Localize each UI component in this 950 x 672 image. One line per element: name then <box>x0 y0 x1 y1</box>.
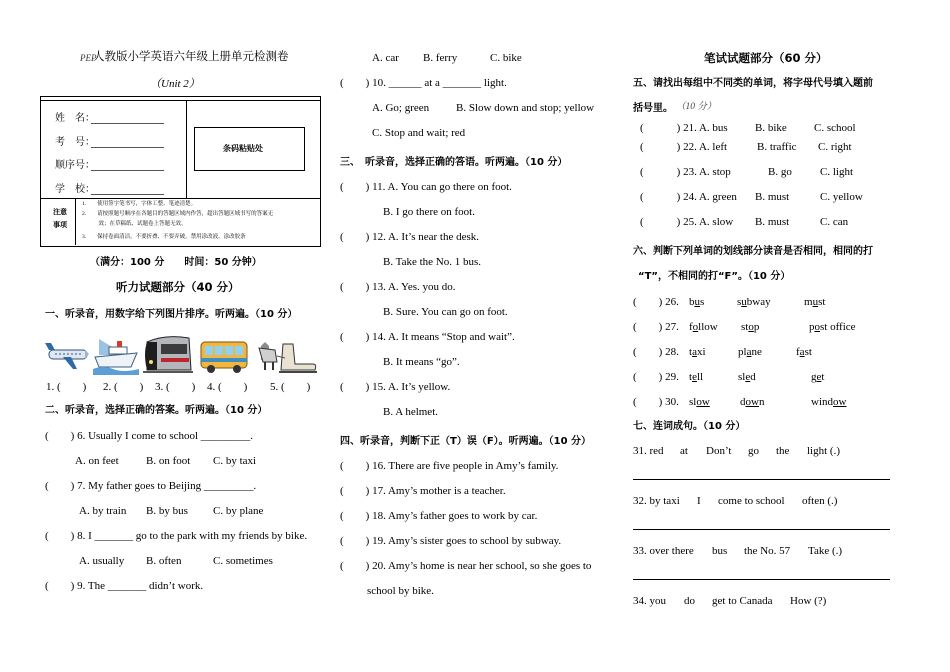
q30-word-2: down <box>740 396 765 408</box>
q7-option-a[interactable]: A. by train <box>79 505 127 517</box>
question-10: ( ) 10. ______ at a _______ light. <box>340 77 507 89</box>
q6-option-a[interactable]: A. on feet <box>75 455 119 467</box>
q34-word-2: do <box>684 595 695 607</box>
exam-title: 人教版小学英语六年级上册单元检测卷 <box>93 51 289 63</box>
q31-word-1: 31. red <box>633 445 664 457</box>
q28-word-3: fast <box>796 346 812 358</box>
school-input[interactable] <box>91 194 164 195</box>
notes-divider <box>75 198 76 245</box>
q10-option-c[interactable]: C. Stop and wait; red <box>372 127 466 139</box>
q15-option-b[interactable]: B. A helmet. <box>383 406 438 418</box>
q23-option-b[interactable]: B. go <box>768 166 792 178</box>
picture-blank-5[interactable]: 5. ( ) <box>270 381 311 393</box>
note-1: 1. 使用签字笔书写，字体工整、笔迹清楚。 <box>82 201 197 207</box>
section-4-title: 四、听录音，判断下正（T）误（F）。听两遍。（10 分） <box>340 436 592 447</box>
q11-option-b[interactable]: B. I go there on foot. <box>383 206 475 218</box>
q10-option-a[interactable]: A. Go; green <box>372 102 430 114</box>
q25-option-b[interactable]: B. must <box>755 216 790 228</box>
q6-option-b[interactable]: B. on foot <box>146 455 191 467</box>
exam-number-input[interactable] <box>91 147 164 148</box>
q27-word-2: stop <box>741 321 760 333</box>
q14-option-b[interactable]: B. It means “go”. <box>383 356 460 368</box>
note-2: 2. 请按照题号顺序在各题目的答题区域内作答，超出答题区域书写的答案无 <box>82 211 274 217</box>
q34-word-4: How (?) <box>790 595 827 607</box>
q22-option-b[interactable]: B. traffic <box>757 141 797 153</box>
q24-option-b[interactable]: B. must <box>755 191 790 203</box>
q33-word-4: Take (.) <box>808 545 843 557</box>
info-box-divider-h <box>40 198 320 199</box>
q12-option-b[interactable]: B. Take the No. 1 bus. <box>383 256 482 268</box>
q32-word-2: I <box>697 495 701 507</box>
question-27: ( ) 27. <box>633 321 679 333</box>
question-17: ( ) 17. Amy’s mother is a teacher. <box>340 485 506 497</box>
question-21: ( ) 21. A. bus <box>640 122 728 134</box>
q7-option-c[interactable]: C. by plane <box>213 505 264 517</box>
q13-option-b[interactable]: B. Sure. You can go on foot. <box>383 306 508 318</box>
section-5-title-cont: 括号里。 <box>633 103 673 114</box>
question-20: ( ) 20. Amy’s home is near her school, so she goes to <box>340 560 592 572</box>
section-5-points: （10 分） <box>676 102 717 112</box>
q26-word-3: must <box>804 296 826 308</box>
q29-word-2: sled <box>738 371 756 383</box>
picture-blank-3[interactable]: 3. ( ) <box>155 381 196 393</box>
exam-number-label: 考 号： <box>55 137 95 148</box>
picture-blank-1[interactable]: 1. ( ) <box>46 381 87 393</box>
q8-option-b[interactable]: B. often <box>146 555 182 567</box>
question-26: ( ) 26. <box>633 296 679 308</box>
section-1-title: 一、听录音，用数字给下列图片排序。听两遍。（10 分） <box>45 309 298 320</box>
section-6-title-cont: “T”，不相同的打“F”。（10 分） <box>638 271 791 282</box>
plane-icon <box>45 335 91 375</box>
q9-option-b[interactable]: B. ferry <box>423 52 458 64</box>
question-23: ( ) 23. A. stop <box>640 166 731 178</box>
name-field-input[interactable] <box>91 123 164 124</box>
q27-word-1: follow <box>689 321 718 333</box>
question-25: ( ) 25. A. slow <box>640 216 734 228</box>
section-6-title: 六、判断下列单词的划线部分读音是否相同，相同的打 <box>633 246 873 257</box>
q24-option-c[interactable]: C. yellow <box>820 191 863 203</box>
name-field-label: 姓 名： <box>55 113 95 124</box>
q31-answer-line[interactable] <box>633 479 890 480</box>
q31-word-5: the <box>776 445 790 457</box>
q32-word-1: 32. by taxi <box>633 495 680 507</box>
question-30: ( ) 30. <box>633 396 679 408</box>
q9-option-a[interactable]: A. car <box>372 52 399 64</box>
listening-section-title: 听力试题部分（40 分） <box>116 280 240 294</box>
writing-section-title: 笔试试题部分（60 分） <box>704 51 828 65</box>
q33-word-3: the No. 57 <box>744 545 791 557</box>
q30-word-1: slow <box>689 396 710 408</box>
q8-option-a[interactable]: A. usually <box>79 555 125 567</box>
q27-word-3: post office <box>809 321 856 333</box>
section-3-title: 三、 听录音，选择正确的答语。听两遍。（10 分） <box>340 157 568 168</box>
notes-title: 注意事项 <box>53 208 67 229</box>
q6-option-c[interactable]: C. by taxi <box>213 455 257 467</box>
question-8: ( ) 8. I _______ go to the park with my friends by bike. <box>45 530 308 542</box>
q21-option-b[interactable]: B. bike <box>755 122 787 134</box>
picture-blank-2[interactable]: 2. ( ) <box>103 381 144 393</box>
question-6: ( ) 6. Usually I come to school _________. <box>45 430 254 442</box>
q31-word-3: Don’t <box>706 445 732 457</box>
question-7: ( ) 7. My father goes to Beijing _________. <box>45 480 257 492</box>
question-18: ( ) 18. Amy’s father goes to work by car. <box>340 510 538 522</box>
q23-option-c[interactable]: C. light <box>820 166 854 178</box>
ship-icon <box>93 333 139 375</box>
section-7-title: 七、连词成句。（10 分） <box>633 421 746 432</box>
picture-blank-4[interactable]: 4. ( ) <box>207 381 248 393</box>
question-14: ( ) 14. A. It means “Stop and wait”. <box>340 331 515 343</box>
info-box-top-rule <box>40 100 320 101</box>
q32-word-4: often (.) <box>802 495 838 507</box>
question-11: ( ) 11. A. You can go there on foot. <box>340 181 512 193</box>
sled-icon <box>253 336 319 376</box>
school-label: 学 校： <box>55 184 95 195</box>
unit-label: （Unit 2） <box>150 78 200 90</box>
q7-option-b[interactable]: B. by bus <box>146 505 188 517</box>
section-2-title: 二、听录音，选择正确的答案。听两遍。（10 分） <box>45 405 268 416</box>
q33-word-2: bus <box>712 545 728 557</box>
q22-option-c[interactable]: C. right <box>818 141 852 153</box>
q34-word-3: get to Canada <box>712 595 773 607</box>
note-3: 3. 保持卷面清洁，不要折叠、不要弄破，禁用涂改液，涂改胶条 <box>82 234 246 240</box>
q31-word-2: at <box>680 445 688 457</box>
train-icon <box>141 332 195 377</box>
question-22: ( ) 22. A. left <box>640 141 728 153</box>
q9-option-c[interactable]: C. bike <box>490 52 522 64</box>
q30-word-3: window <box>811 396 847 408</box>
q8-option-c[interactable]: C. sometimes <box>213 555 273 567</box>
q31-word-4: go <box>748 445 759 457</box>
q33-answer-line[interactable] <box>633 579 890 580</box>
q26-word-2: subway <box>737 296 771 308</box>
q34-word-1: 34. you <box>633 595 666 607</box>
question-9: ( ) 9. The _______ didn’t work. <box>45 580 204 592</box>
barcode-label: 条码粘贴处 <box>223 144 263 153</box>
q32-answer-line[interactable] <box>633 529 890 530</box>
q29-word-3: get <box>811 371 825 383</box>
header-title-prefix: PEP <box>80 53 97 63</box>
question-16: ( ) 16. There are five people in Amy’s family. <box>340 460 559 472</box>
question-15: ( ) 15. A. It’s yellow. <box>340 381 451 393</box>
q10-option-b[interactable]: B. Slow down and stop; yellow <box>456 102 595 114</box>
q29-word-1: tell <box>689 371 704 383</box>
section-5-title: 五、请找出每组中不同类的单词，将字母代号填入题前 <box>633 78 873 89</box>
question-24: ( ) 24. A. green <box>640 191 737 203</box>
q21-option-c[interactable]: C. school <box>814 122 856 134</box>
note-2-cont: 效；在草稿纸、试题卷上答题无效。 <box>82 221 187 227</box>
question-19: ( ) 19. Amy’s sister goes to school by subway. <box>340 535 562 547</box>
question-29: ( ) 29. <box>633 371 679 383</box>
bus-icon <box>199 338 249 376</box>
q32-word-3: come to school <box>718 495 785 507</box>
q28-word-1: taxi <box>689 346 706 358</box>
q31-word-6: light (.) <box>807 445 840 457</box>
sequence-number-label: 顺序号： <box>55 160 95 171</box>
question-20-cont: school by bike. <box>367 585 434 597</box>
q26-word-1: bus <box>689 296 705 308</box>
q33-word-1: 33. over there <box>633 545 694 557</box>
q28-word-2: plane <box>738 346 762 358</box>
q25-option-c[interactable]: C. can <box>820 216 849 228</box>
sequence-number-input[interactable] <box>91 170 164 171</box>
exam-info: （满分：100 分 时间：50 分钟） <box>90 257 262 268</box>
question-13: ( ) 13. A. Yes. you do. <box>340 281 456 293</box>
question-28: ( ) 28. <box>633 346 679 358</box>
question-12: ( ) 12. A. It’s near the desk. <box>340 231 479 243</box>
info-box-divider-v <box>186 100 187 198</box>
